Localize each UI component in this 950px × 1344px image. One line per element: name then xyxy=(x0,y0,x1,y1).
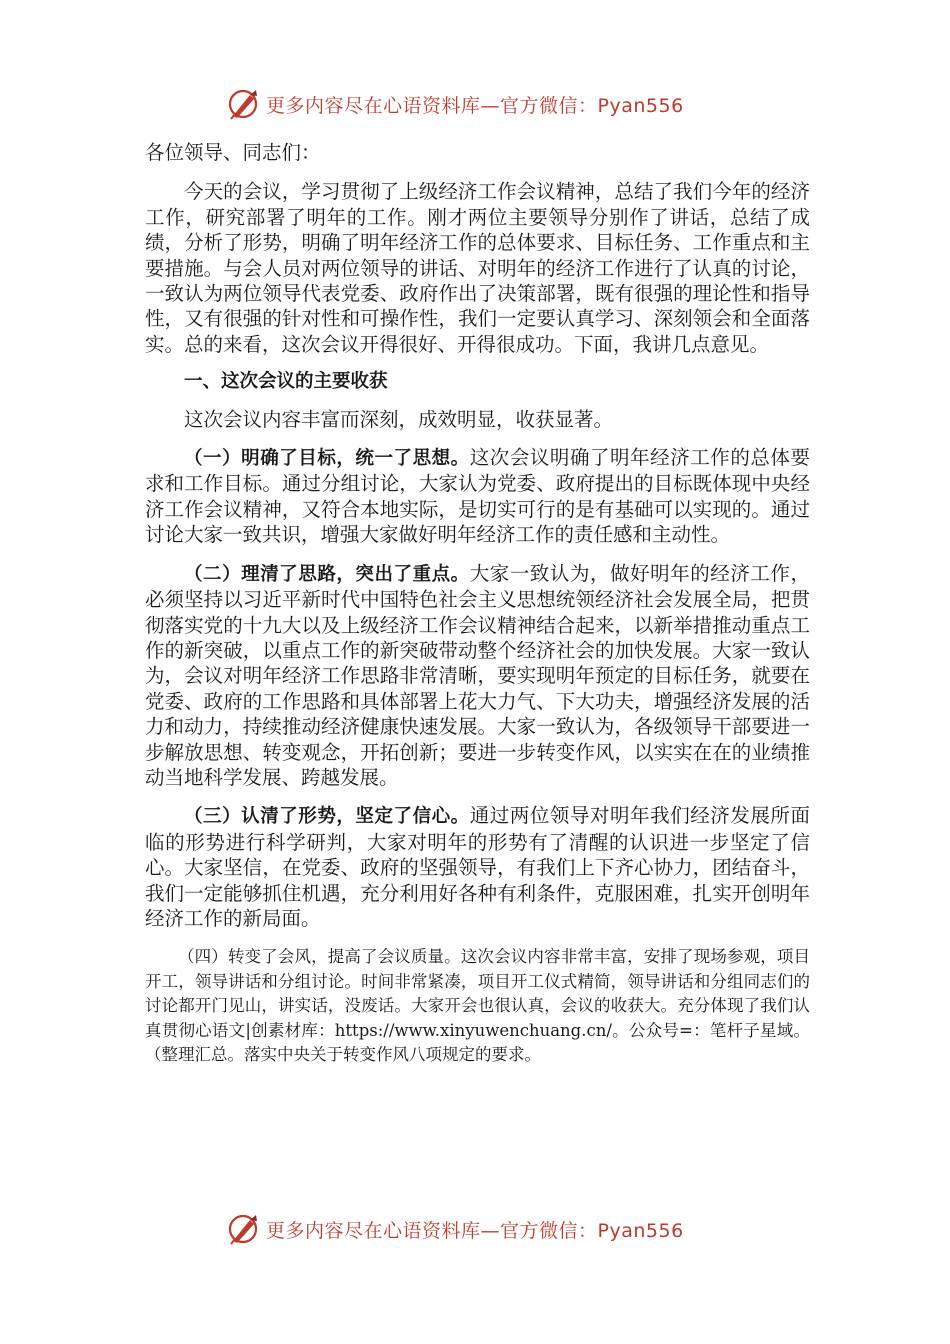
section-1-lead: 这次会议内容丰富而深刻，成效明显，收获显著。 xyxy=(184,407,614,431)
item-3-body: 通过两位领导对明年我们经济发展所面临的形势进行科学研判，大家对明年的形势有了清醒的认识进一步坚定了信心。大家坚信，在党委、政府的坚强领导，有我们上下齐心协力，团结奋斗，我们一定能够抓住机遇，充分利用好各种有利条件，克服困难，扎实开创明年经济工作的新局面。 xyxy=(145,804,810,930)
pen-quill-logo-icon xyxy=(226,1212,260,1246)
intro-paragraph: 今天的会议，学习贯彻了上级经济工作会议精神，总结了我们今年的经济工作，研究部署了明年的工作。刚才两位主要领导分别作了讲话，总结了成绩，分析了形势，明确了明年经济工作的总体要求、目标任务、工作重点和主要措施。与会人员对两位领导的讲话、对明年的经济工作进行了认真的讨论，一致认为两位领导代表党委、政府作出了决策部署，既有很强的理论性和指导性，又有很强的针对性和可操作性，我们一定要认真学习、深刻领会和全面落实。总的来看，这次会议开得很好、开得很成功。下面，我讲几点意见。 xyxy=(145,180,810,356)
item-1-paragraph xyxy=(145,445,810,548)
banner-text: 更多内容尽在心语资料库—官方微信：Pyan556 xyxy=(266,94,684,117)
document-body xyxy=(145,138,810,1067)
item-3-paragraph xyxy=(145,803,810,931)
item-4-paragraph: （四）转变了会风，提高了会议质量。这次会议内容非常丰富，安排了现场参观，项目开工，领导讲话和分组讨论。时间非常紧凑，项目开工仪式精简，领导讲话和分组同志们的讨论都开门见山，讲实话，没废话。大家开会也很认真，会议的收获大。充分体现了我们认真贯彻心语文|创素材库：https://www.xinyuwenchuang.cn/。公众号=：笔杆子星域。（整理汇总。落实中央关于转变作风八项规定的要求。 xyxy=(145,947,810,1064)
footer-watermark-banner xyxy=(226,1211,746,1247)
item-2-paragraph xyxy=(145,561,810,791)
header-watermark-banner xyxy=(226,86,746,122)
item-3-title: （三）认清了形势，坚定了信心。 xyxy=(184,806,470,828)
item-2-title: （二）理清了思路，突出了重点。 xyxy=(184,563,470,585)
item-1-body: 这次会议明确了明年经济工作的总体要求和工作目标。通过分组讨论，大家认为党委、政府提出的目标既体现中央经济工作会议精神，又符合本地实际，是切实可行的是有基础可以实现的。通过讨论大家一致共识，增强大家做好明年经济工作的责任感和主动性。 xyxy=(145,446,810,547)
item-1-title: （一）明确了目标，统一了思想。 xyxy=(184,448,470,470)
greeting: 各位领导、同志们： xyxy=(145,141,321,164)
item-2-body: 大家一致认为，做好明年的经济工作，必须坚持以习近平新时代中国特色社会主义思想统领经济社会发展全局，把贯彻落实党的十九大以及上级经济工作会议精神结合起来，以新举措推动重点工作的新突破，以重点工作的新突破带动整个经济社会的加快发展。大家一致认为，会议对明年经济工作思路非常清晰，要实现明年预定的目标任务，就要在党委、政府的工作思路和具体部署上花大力气、下大功夫，增强经济发展的活力和动力，持续推动经济健康快速发展。大家一致认为，各级领导干部要进一步解放思想、转变观念，开拓创新；要进一步转变作风，以实实在在的业绩推动当地科学发展、跨越发展。 xyxy=(145,561,810,789)
pen-quill-logo-icon xyxy=(226,87,260,121)
section-1-heading: 一、这次会议的主要收获 xyxy=(184,371,388,393)
banner-text: 更多内容尽在心语资料库—官方微信：Pyan556 xyxy=(266,1219,684,1242)
